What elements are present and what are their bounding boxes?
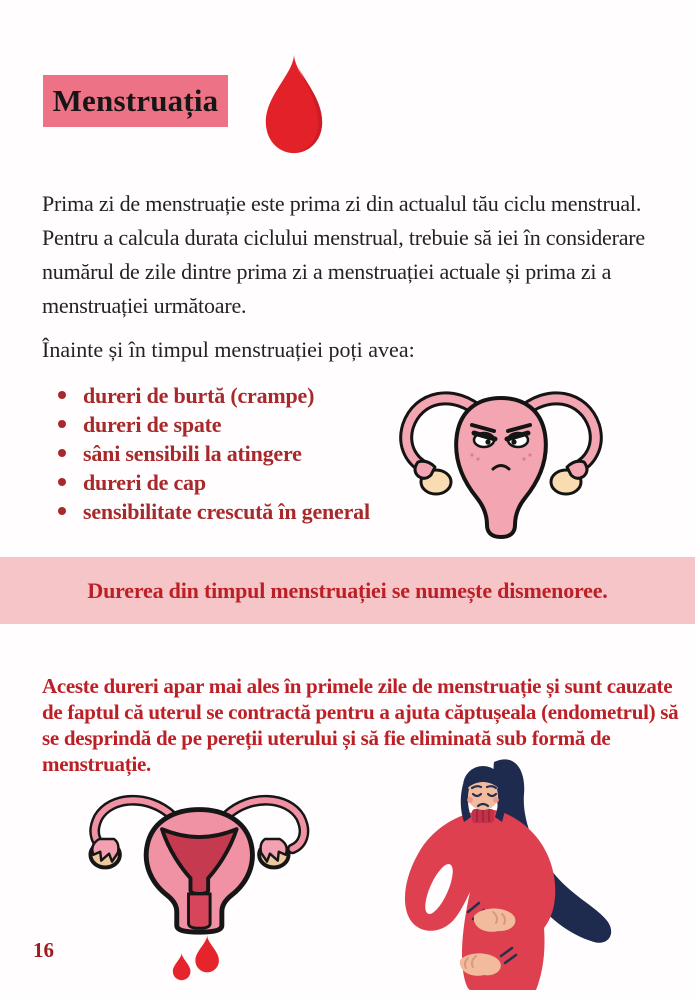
- bleeding-uterus-illustration: [62, 790, 317, 995]
- symptom-item: [58, 439, 370, 468]
- page-title: [43, 75, 228, 127]
- symptom-label: sâni sensibili la atingere: [83, 441, 302, 466]
- bullet-icon: [58, 478, 66, 486]
- intro-paragraph: Prima zi de menstruație este prima zi din actualul tău ciclu menstrual. Pentru a calcula durata ciclului menstrual, trebuie să iei în considerare numărul de zile dintre prima zi a menstruației actuale și prima zi a menstruației următoare.: [42, 191, 645, 318]
- blood-drop-icon: [260, 52, 328, 162]
- symptom-label: dureri de burtă (crampe): [83, 383, 315, 408]
- callout-text: Durerea din timpul menstruației se numește dismenoree.: [87, 577, 608, 603]
- woman-cramps-illustration: [398, 748, 663, 998]
- callout-banner: [0, 557, 695, 624]
- symptom-item: [58, 381, 370, 410]
- bullet-icon: [58, 507, 66, 515]
- symptom-item: [58, 468, 370, 497]
- symptom-item: [58, 497, 370, 526]
- angry-uterus-illustration: [384, 376, 619, 549]
- bullet-icon: [58, 391, 66, 399]
- bullet-icon: [58, 449, 66, 457]
- symptom-item: [58, 410, 370, 439]
- explanation-paragraph: Aceste dureri apar mai ales în primele zile de menstruație și sunt cauzate de faptul că uterul se contractă pentru a ajuta căptușeala (endometrul) să se desprindă de pe pereții uterului și să fie eliminată sub formă de menstruație.: [42, 674, 679, 776]
- symptom-label: dureri de spate: [83, 412, 222, 437]
- symptom-label: sensibilitate crescută în general: [83, 499, 370, 524]
- lead-in-text: Înainte și în timpul menstruației poți avea:: [42, 337, 415, 362]
- symptoms-list: [58, 381, 370, 526]
- page-number: 16: [33, 938, 54, 962]
- bullet-icon: [58, 420, 66, 428]
- page-title-label: Menstruația: [52, 83, 219, 118]
- symptom-label: dureri de cap: [83, 470, 206, 495]
